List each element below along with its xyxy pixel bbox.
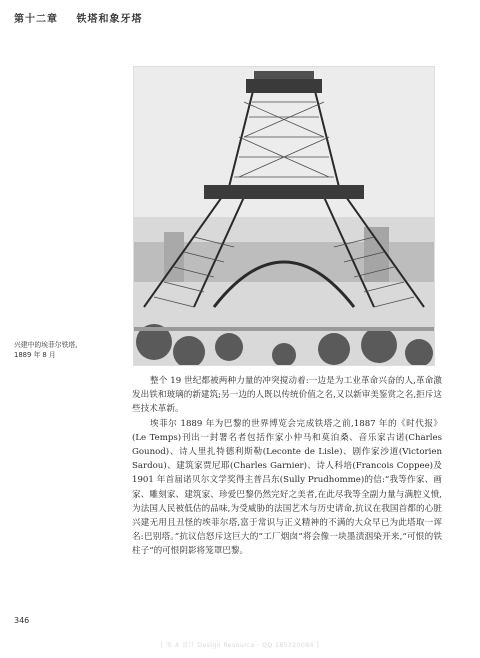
figure-caption xyxy=(14,340,119,360)
paragraph-1: 整个 19 世纪都被两种力量的冲突搅动着:一边是为工业革命兴奋的人,革命激发出铁和玻璃的新建筑;另一边的人既以传统价值之名,又以新审美鉴赏之名,拒斥这些技术革新。 xyxy=(132,376,442,415)
caption-line-2: 1889 年 8 月 xyxy=(14,351,56,359)
watermark-text: [ 零 A 设计 Design Resource · QQ 185320084 ] xyxy=(160,642,320,649)
page-number: 346 xyxy=(14,616,30,625)
eiffel-tower-illustration xyxy=(134,67,434,365)
chapter-title: 铁塔和象牙塔 xyxy=(76,14,143,25)
chapter-label: 第十二章 xyxy=(14,14,58,25)
body-text xyxy=(132,374,442,559)
eiffel-tower-photo xyxy=(133,66,435,366)
paragraph-2: 埃菲尔 1889 年为巴黎的世界博览会完成铁塔之前,1887 年的《时代报》(Le Temps)刊出一封署名者包括作家小仲马和莫泊桑、音乐家古诺(Charles Gounod)、诗人里扎特德利斯勒(Leconte de Lisle)、剧作家沙道(Victorien Sardou)、建筑家贾尼耶(Charles Garnier)、诗人科培(Francois Coppee)及 1901 年首届诺贝尔文学奖得主普吕东(Sully Prudhomme)的信:“我等作家、画家、雕刻家、建筑家、珍爱巴黎仍然完好之美者,在此尽我等全副力量与满腔义愤,为法国人民被低估的品味,为受威胁的法国艺术与历史请命,抗议在我国首都的心脏兴建无用且丑怪的埃菲尔塔,富于常识与正义精神的不满的大众早已为此塔取一诨名:巴别塔。”抗议信怒斥这巨大的“工厂烟囱”将会像一块墨渍洇染开来,“可恨的铁柱子”的可恨阴影将笼罩巴黎。 xyxy=(132,418,442,557)
caption-line-1: 兴建中的埃菲尔铁塔, xyxy=(14,341,78,349)
running-header xyxy=(14,10,156,25)
